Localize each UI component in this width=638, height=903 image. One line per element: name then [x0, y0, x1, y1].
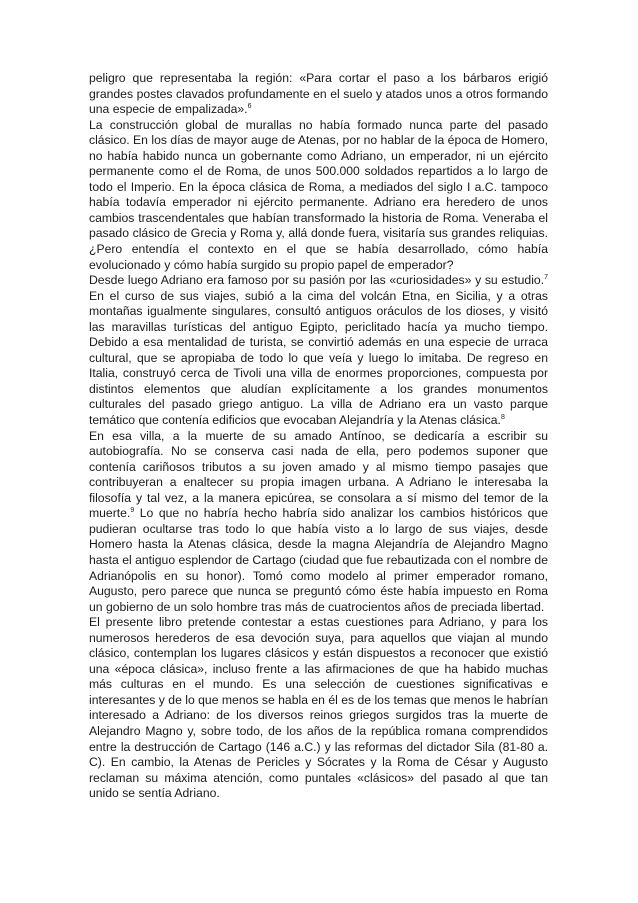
paragraph-text: En el curso de sus viajes, subió a la cima del volcán Etna, en Sicilia, y a otras montañas igualmente singulares, consultó antiguos oráculos de los dioses, y visitó las maravillas turísticas del antiguo Egipto, periclitado hacía ya mucho tiempo. Debido a esa mentalidad de turista, se convirtió además en una especie de urraca cultural, que se apropiaba de todo lo que veía y luego lo imitaba. De regreso en Italia, construyó cerca de Tivoli una villa de enormes proporciones, compuesta por distintos elementos que aludían explícitamente a los grandes monumentos culturales del pasado griego antiguo. La villa de Adriano era un vasto parque temático que contenía edificios que evocaban Alejandría y la Atenas clásica.	[89, 288, 548, 428]
footnote-marker: 7	[544, 274, 548, 282]
paragraph-text: Desde luego Adriano era famoso por su pasión por las «curiosidades» y su estudio.	[89, 273, 545, 288]
paragraph-text: En esa villa, a la muerte de su amado Antínoo, se dedicaría a escribir su autobiografía. No se conserva casi nada de ella, pero podemos suponer que contenía cariñosos tributos a su joven amado y al mismo tiempo pasajes que contribuyeran a enaltecer su propia imagen urbana. A Adriano le interesaba la filosofía y tal vez, a la manera epicúrea, se consolara a sí mismo del temor de la muerte.	[89, 428, 548, 521]
paragraph-text: El presente libro pretende contestar a estas cuestiones para Adriano, y para los numerosos herederos de esa devoción suya, para aquellos que viajan al mundo clásico, contemplan los lugares clásicos y están dispuestos a reconocer que existió una «época clásica», incluso frente a las afirmaciones de que ha habido muchas más culturas en el mundo. Es una selección de cuestiones significativas e interesantes y de lo que menos se habla en él es de los temas que menos le habrían interesado a Adriano: de los diversos reinos griegos surgidos tras la muerte de Alejandro Magno y, sobre todo, de los años de la república romana comprendidos entre la destrucción de Cartago (146 a.C.) y las reformas del dictador Sila (81-80 a. C). En cambio, la Atenas de Pericles y Sócrates y la Roma de César y Augusto reclaman su máxima atención, como puntales «clásicos» del pasado al que tan unido se sentía Adriano.	[89, 615, 548, 801]
paragraph-3	[89, 273, 548, 428]
paragraph-5	[89, 615, 548, 802]
paragraph-2	[89, 118, 548, 273]
footnote-marker: 9	[130, 507, 135, 515]
paragraph-1	[89, 71, 548, 118]
document-page	[89, 71, 548, 802]
footnote-marker: 8	[500, 413, 505, 421]
paragraph-text: La construcción global de murallas no había formado nunca parte del pasado clásico. En los días de mayor auge de Atenas, por no hablar de la época de Homero, no había habido nunca un gobernante como Adriano, un emperador, ni un ejército permanente como el de Roma, de unos 500.000 soldados repartidos a lo largo de todo el Imperio. En la época clásica de Roma, a mediados del siglo I a.C. tampoco había todavía emperador ni ejército permanente. Adriano era heredero de unos cambios trascendentales que habían transformado la historia de Roma. Veneraba el pasado clásico de Grecia y Roma y, allá donde fuera, visitaría sus grandes reliquias. ¿Pero entendía el contexto en el que se había desarrollado, cómo había evolucionado y cómo había surgido su propio papel de emperador?	[89, 117, 548, 272]
footnote-marker: 6	[247, 103, 252, 111]
paragraph-text: peligro que representaba la región: «Para cortar el paso a los bárbaros erigió grandes postes clavados profundamente en el suelo y atados unos a otros formando una especie de empalizada».	[89, 71, 548, 117]
paragraph-text: Lo que no habría hecho habría sido analizar los cambios históricos que pudieran ocultarse tras todo lo que había visto a lo largo de sus viajes, desde Homero hasta la Atenas clásica, desde la magna Alejandría de Alejandro Magno hasta el antiguo esplendor de Cartago (ciudad que fue rebautizada con el nombre de Adrianópolis en su honor). Tomó como modelo al primer emperador romano, Augusto, pero parece que nunca se preguntó cómo éste había impuesto en Roma un gobierno de un solo hombre tras más de cuatrocientos años de preciada libertad.	[89, 506, 548, 614]
paragraph-4	[89, 429, 548, 616]
